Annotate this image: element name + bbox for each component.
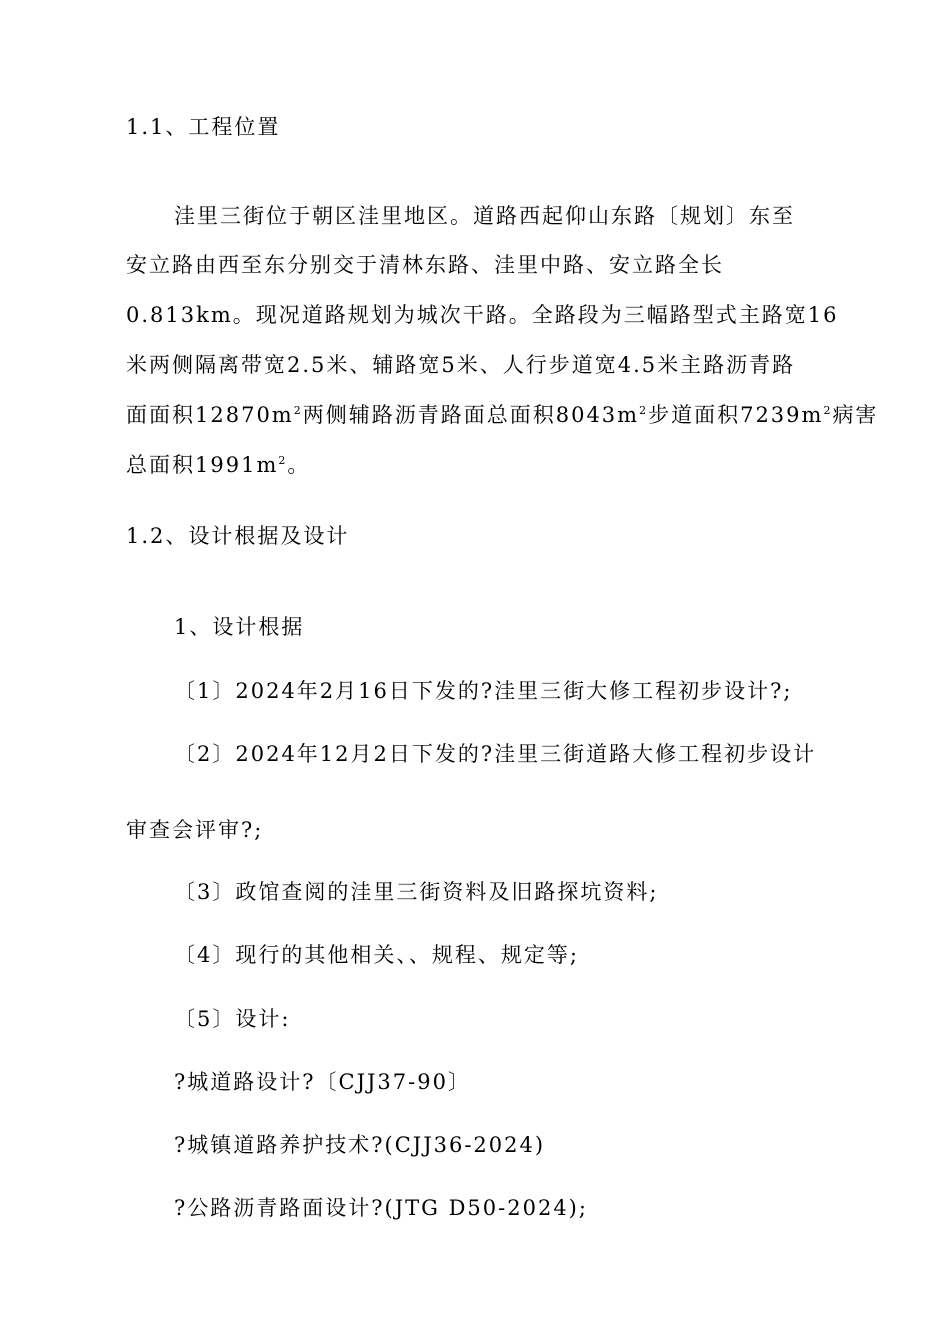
paragraph-line <box>126 400 878 430</box>
list-item: 〔5〕设计: <box>174 1007 291 1031</box>
paragraph-text: 两侧辅路沥青路面总面积8043m <box>302 403 640 427</box>
subheading: 1、设计根据 <box>174 615 305 639</box>
superscript: 2 <box>293 404 303 417</box>
paragraph-text: 。 <box>287 453 311 477</box>
paragraph-line: 洼里三街位于朝区洼里地区。道路西起仰山东路〔规划〕东至 <box>174 204 795 228</box>
paragraph-line <box>126 450 310 480</box>
paragraph-line: 0.813km。现况道路规划为城次干路。全路段为三幅路型式主路宽16 <box>126 303 839 327</box>
section-heading-basis: 1.2、设计根据及设计 <box>126 524 350 548</box>
list-item: 〔4〕现行的其他相关、、规程、规定等; <box>174 943 579 967</box>
superscript: 2 <box>823 404 833 417</box>
list-item-continuation: 审查会评审?; <box>126 818 264 842</box>
superscript: 2 <box>639 404 649 417</box>
paragraph-line: 米两侧隔离带宽2.5米、辅路宽5米、人行步道宽4.5米主路沥青路 <box>126 353 796 377</box>
standard-item: ?城道路设计?〔CJJ37-90〕 <box>174 1070 471 1094</box>
superscript: 2 <box>278 454 288 467</box>
paragraph-line: 安立路由西至东分别交于清林东路、洼里中路、安立路全长 <box>126 253 724 277</box>
list-item: 〔1〕2024年2月16日下发的?洼里三街大修工程初步设计?; <box>174 679 793 703</box>
section-heading-location: 1.1、工程位置 <box>126 115 281 139</box>
paragraph-text: 总面积1991m <box>126 453 279 477</box>
paragraph-text: 病害 <box>832 403 879 427</box>
paragraph-text: 面面积12870m <box>126 403 294 427</box>
paragraph-text: 步道面积7239m <box>648 403 824 427</box>
standard-item: ?公路沥青路面设计?(JTG D50-2024); <box>174 1196 588 1220</box>
list-item: 〔3〕政馆查阅的洼里三街资料及旧路探坑资料; <box>174 880 659 904</box>
standard-item: ?城镇道路养护技术?(CJJ36-2024) <box>174 1133 546 1157</box>
list-item: 〔2〕2024年12月2日下发的?洼里三街道路大修工程初步设计 <box>174 742 817 766</box>
